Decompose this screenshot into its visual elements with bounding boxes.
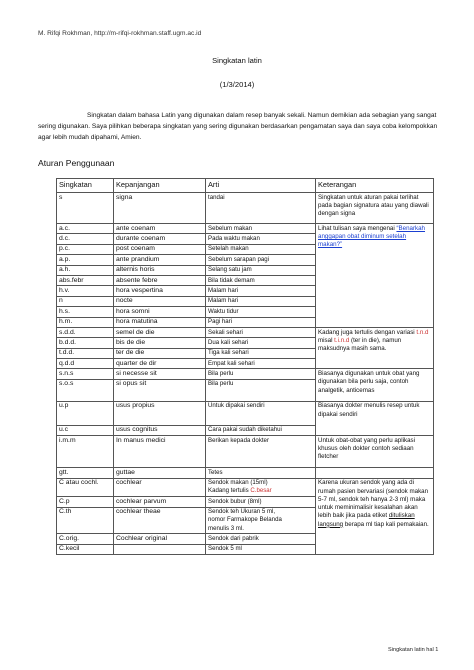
arti-cell: Sebelum sarapan pagi (206, 255, 316, 265)
abbr-cell: s.d.d. (57, 327, 114, 337)
note-mata: Untuk obat-obat yang perlu aplikasi khusus oleh dokter contoh sediaan fletcher (316, 436, 434, 468)
abbr-cell: u.c (57, 425, 114, 435)
full-cell: ter de die (114, 348, 206, 358)
abbr-cell: d.c. (57, 234, 114, 244)
arti-cell: Sebelum makan (206, 224, 316, 234)
note-timing-text: Lihat tulisan saya mengenai (318, 224, 395, 232)
abbr-cell: q.d.d (57, 359, 114, 369)
note-perlu: Biasanya digunakan untuk obat yang digunakan bila perlu saja, contoh analgetik, anticemas (316, 369, 434, 401)
abbr-cell: t.d.d. (57, 348, 114, 358)
note-text: Kadang juga tertulis dengan variasi (318, 328, 417, 336)
abbr-cell: u.p (57, 401, 114, 425)
arti-cell: Empat kali sehari (206, 359, 316, 369)
full-cell: usus propius (114, 401, 206, 425)
full-cell: ante prandium (114, 255, 206, 265)
abbr-cell: abs.febr (57, 275, 114, 285)
note-text: berapa ml tiap kali pemakaian. (343, 520, 429, 528)
arti-cell: Sendok bubur (8ml) (206, 497, 316, 507)
arti-cell: Cara pakai sudah diketahui (206, 425, 316, 435)
full-cell: absente febre (114, 275, 206, 285)
full-cell: si necesse sit (114, 369, 206, 379)
note-text: Karena ukuran sendok yang ada di rumah pasien bervariasi (sendok makan 5-7 ml, sendok teh hanya 2-3 ml) maka untuk meminimalisir kesalahan akan lebih baik jika pada etiket (318, 479, 429, 520)
abbr-cell: C.th (57, 507, 114, 534)
full-cell (114, 544, 206, 554)
full-cell: semel de die (114, 327, 206, 337)
arti-cell: Sendok 5 ml (206, 544, 316, 554)
full-cell: durante coenam (114, 234, 206, 244)
full-cell: alternis horis (114, 265, 206, 275)
page-footer (388, 647, 438, 653)
note-text: misal (318, 336, 335, 344)
full-cell: si opus sit (114, 379, 206, 401)
table-row (57, 224, 434, 234)
full-cell: cochlear parvum (114, 497, 206, 507)
document-date: (1/3/2014) (219, 80, 255, 89)
page-header: M. Rifqi Rokhman, http://m-rifqi-rokhman.staff.ugm.ac.id (38, 30, 202, 37)
full-cell: guttae (114, 468, 206, 478)
footer-label: Singkatan latin (388, 647, 425, 653)
arti-cell: Berikan kepada dokter (206, 436, 316, 468)
arti-cell: Malam hari (206, 296, 316, 306)
arti-cell: Malam hari (206, 286, 316, 296)
note-signa: Singkatan untuk aturan pakai terlihat pada bagian signatura atau yang diawali dengan signa (316, 193, 434, 224)
full-cell: Cochlear original (114, 534, 206, 544)
full-cell: usus cognitus (114, 425, 206, 435)
arti-cell: Setelah makan (206, 244, 316, 254)
article-link[interactable]: “Benarkah anggapan obat diminum setelah makan?” (318, 224, 426, 249)
abbr-cell: h.v. (57, 286, 114, 296)
arti-cell: tandai (206, 193, 316, 224)
note-empty (316, 468, 434, 478)
full-cell: hora matutina (114, 317, 206, 327)
abbr-cell: h.s. (57, 307, 114, 317)
full-cell: bis de die (114, 338, 206, 348)
abbr-cell: C.p (57, 497, 114, 507)
full-cell: cochlear (114, 478, 206, 497)
note-sendok (316, 478, 434, 555)
abbreviation-table (56, 178, 434, 555)
note-dokter: Biasanya dokter menulis resep untuk dipakai sendiri (316, 401, 434, 435)
table-row (57, 478, 434, 497)
section-title: Aturan Penggunaan (38, 158, 115, 168)
arti-cell: Waktu tidur (206, 307, 316, 317)
full-cell: ante coenam (114, 224, 206, 234)
arti-cell: Selang satu jam (206, 265, 316, 275)
abbr-cell: a.h. (57, 265, 114, 275)
intro-paragraph: Singkatan dalam bahasa Latin yang digunakan dalam resep banyak sekali. Namun demikian ada sebagian yang sangat sering digunakan. Saya pilihkan beberapa singkatan yang sering digunakan berdasarkan pengamatan saya dan saya coba kelompokkan agar lebih mudah dipahami, Amien. (38, 112, 438, 141)
abbr-cell: C.kecil (57, 544, 114, 554)
header-arti: Arti (206, 179, 316, 193)
abbr-cell: a.p. (57, 255, 114, 265)
note-frequency (316, 327, 434, 369)
arti-cell: Sendok dari pabrik (206, 534, 316, 544)
abbr-cell: b.d.d. (57, 338, 114, 348)
abbr-cell: gtt. (57, 468, 114, 478)
arti-cell: Untuk dipakai sendiri (206, 401, 316, 425)
abbr-cell: C.orig. (57, 534, 114, 544)
table-row (57, 468, 434, 478)
variant-cbesar: C.besar (250, 487, 272, 495)
full-cell: post coenam (114, 244, 206, 254)
table-header-row (57, 179, 434, 193)
abbr-cell: h.m. (57, 317, 114, 327)
arti-cell: Bila perlu (206, 369, 316, 379)
abbr-cell: s.o.s (57, 379, 114, 401)
table-row (57, 401, 434, 425)
arti-cell: Pada waktu makan (206, 234, 316, 244)
abbr-cell: C atau cochl. (57, 478, 114, 497)
footer-page: hal 1 (426, 647, 439, 653)
full-cell: nocte (114, 296, 206, 306)
table-row (57, 369, 434, 379)
table-row (57, 327, 434, 337)
variant-tnd: t.n.d (416, 328, 429, 336)
arti-text: Kadang tertulis (208, 487, 251, 495)
abbr-cell: n (57, 296, 114, 306)
arti-cell: Sekali sehari (206, 327, 316, 337)
arti-cell: Bila tidak demam (206, 275, 316, 285)
full-cell: hora vespertina (114, 286, 206, 296)
note-timing (316, 224, 434, 328)
abbr-cell: p.c. (57, 244, 114, 254)
full-cell: hora somni (114, 307, 206, 317)
abbr-cell: s.n.s (57, 369, 114, 379)
table-row (57, 436, 434, 468)
abbr-cell: a.c. (57, 224, 114, 234)
arti-cell: Sendok teh Ukuran 5 ml, nomor Farmakope Belanda menulis 3 ml. (206, 507, 316, 534)
note-underlined: dituliskan langsung (318, 512, 415, 528)
arti-cell (206, 478, 316, 497)
arti-cell: Tiga kali sehari (206, 348, 316, 358)
arti-text: Sendok makan (15ml) (208, 479, 268, 487)
header-kepanjangan: Kepanjangan (114, 179, 206, 193)
full-cell: quarter de dir (114, 359, 206, 369)
arti-cell: Dua kali sehari (206, 338, 316, 348)
abbr-cell: s (57, 193, 114, 224)
abbr-cell: i.m.m (57, 436, 114, 468)
note-text: (ter in die), namun maksudnya masih sama. (318, 336, 402, 353)
header-singkatan: Singkatan (57, 179, 114, 193)
arti-cell: Tetes (206, 468, 316, 478)
arti-cell: Bila perlu (206, 379, 316, 401)
full-cell: signa (114, 193, 206, 224)
arti-cell: Pagi hari (206, 317, 316, 327)
full-cell: cochlear theae (114, 507, 206, 534)
table-row (57, 193, 434, 224)
document-title: Singkatan latin (212, 56, 262, 65)
header-keterangan: Keterangan (316, 179, 434, 193)
variant-tind: t.i.n.d (334, 336, 350, 344)
full-cell: In manus medici (114, 436, 206, 468)
